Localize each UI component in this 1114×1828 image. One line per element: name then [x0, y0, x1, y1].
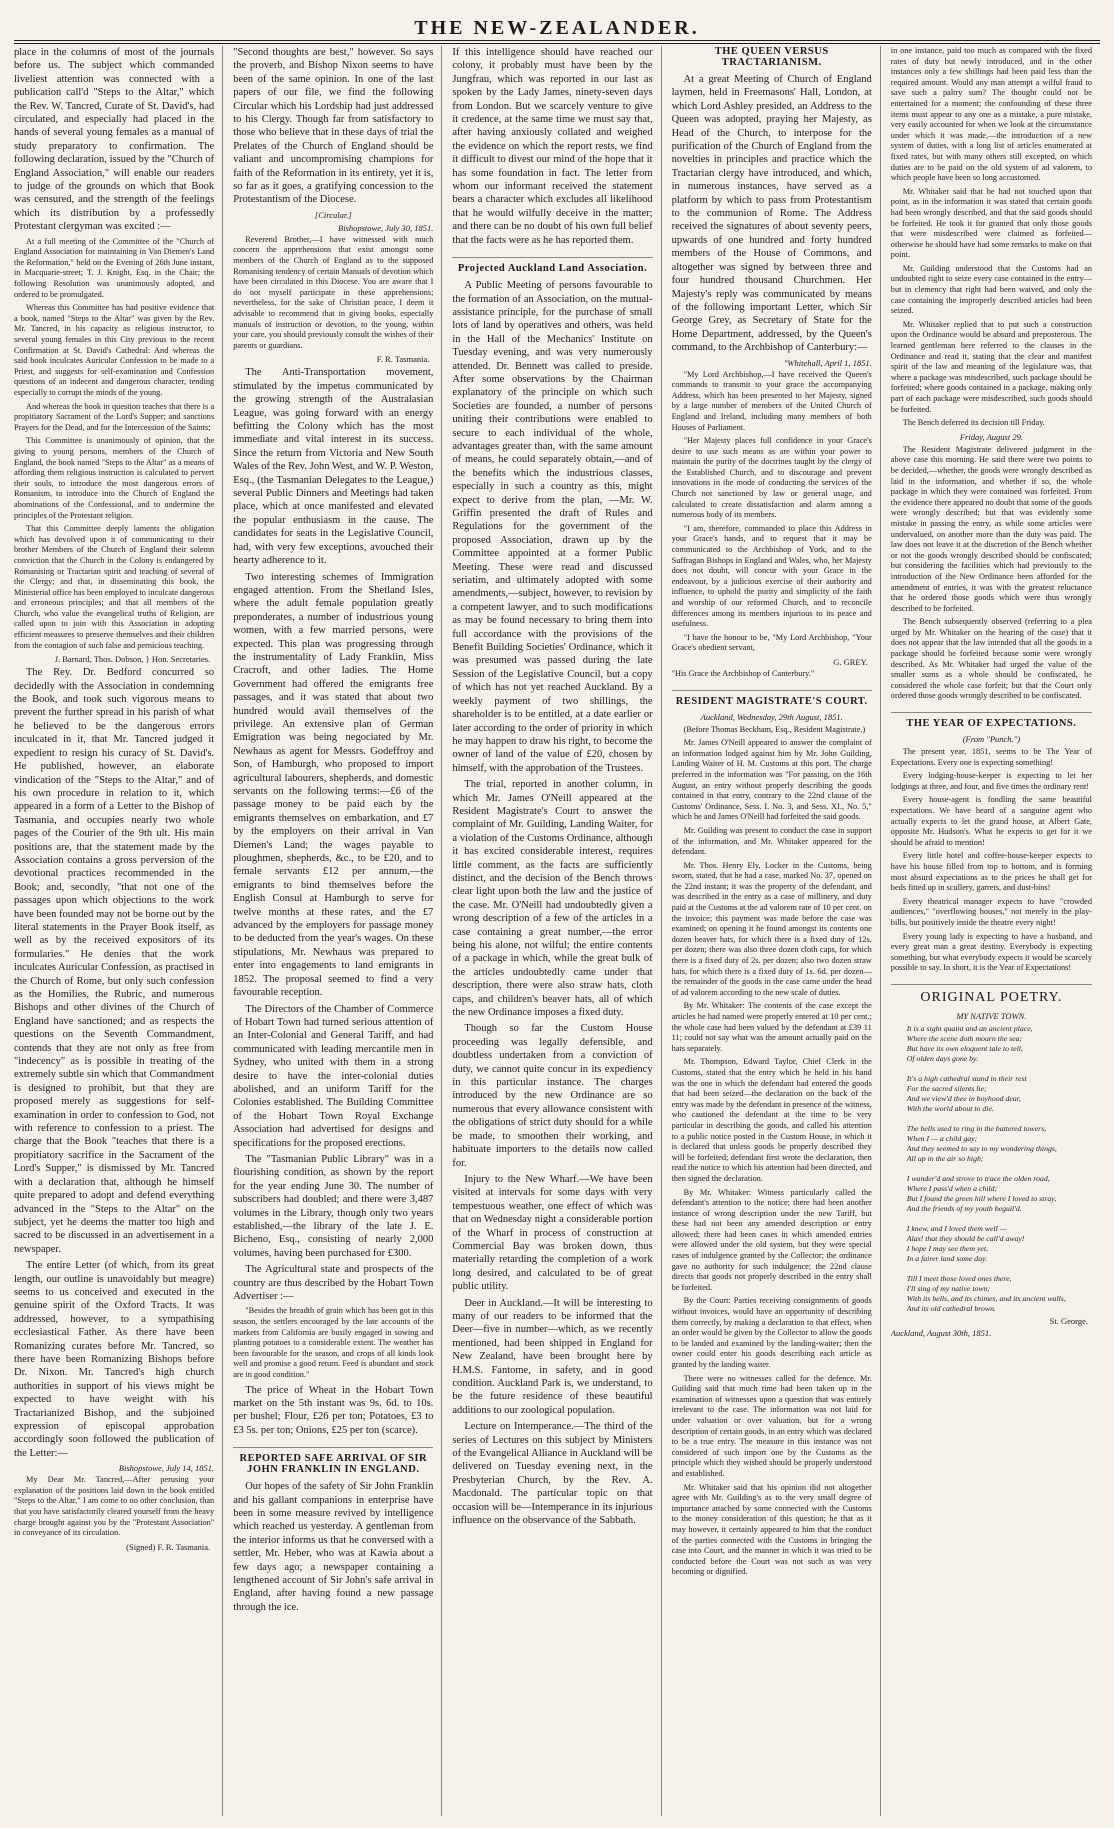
masthead-title: THE NEW-ZEALANDER.: [414, 17, 700, 39]
paragraph: By Mr. Whitaker: Witness particularly called the defendant's attention to the notice; there had been another instance of wrong description under the new Tariff, but these had not been any amended description or entry allowed; there had been cases in which amended entries were allowed under the old system, but they were special cases of indulgence granted by the Collector; the ordinance gave no authority for such indulgence; the 22nd clause directs that goods not properly described in the entry shall be forfeited.: [671, 1187, 872, 1292]
paragraph: "Besides the breadth of grain which has been got in this season, the settlers encouraged by the late accounts of the markets from California are busily engaged in sowing and planting potatoes to a considerable extent. The weather has been favourable for the season, and crops of all kinds look well and promise a good return. Feed is abundant and stock are in good condition.": [233, 1306, 434, 1379]
paragraph: The Directors of the Chamber of Commerce of Hobart Town had turned serious attention of an Inter-Colonial and General Tariff, and had communicated with leading mercantile men in Sydney, who united with them in a strong desire to have the inter-colonial duties abolished, and an uniform Tariff for the Colonies established. The Building Committee of the Hobart Town Royal Exchange Association had advertised for designs and specifications for the proposed erections.: [233, 1003, 434, 1149]
paragraph: Mr. Whitaker replied that to put such a construction upon the Ordinance would be absurd and preposterous. The learned gentleman here referred to the clauses in the Ordinance and read it, stating that the clear and manifest spirit of the law and meaning of the legislature was, that where a package was misdescribed, such package should be forfeited; where goods contained in a package, making only part of each package were misdescribed, such goods should be forfeited.: [890, 319, 1092, 414]
dateline: "Whitehall, April 1, 1851.: [783, 357, 872, 368]
signature: (Signed) F. R. Tasmania.: [126, 1541, 211, 1552]
signature: St. George.: [1049, 1315, 1088, 1326]
circular-label: [Circular.]: [314, 209, 352, 220]
paragraph: Mr. Guilding was present to conduct the case in support of the information, and Mr. Whitaker appeared for the defendant.: [671, 825, 872, 857]
section-heading: ORIGINAL POETRY.: [891, 984, 1092, 1006]
paragraph: Mr. Whitaker said that he had not touched upon that point, as in the information it was stated that certain goods had been wrongly described, and that the said goods should be forfeited. He took it for granted that only those goods that were misdescribed were claimed as forfeited—otherwise he should have had some remarks to make on that point.: [890, 186, 1092, 260]
paragraph: Lecture on Intemperance.—The third of the series of Lectures on this subject by Ministers of the Evangelical Alliance in Auckland will be delivered on Tuesday evening next, in the Presbyterian Church, by the Rev. A. Macdonald. The particular topic on that occasion will be—Intemperance in its injurious influence on the observance of the Sabbath.: [452, 1421, 653, 1527]
paragraph: And whereas the book in question teaches that there is a propitiatory Sacrament of the Lord's Supper; and sanctions Prayers for the Dead, and for the Intercession of the Saints;: [14, 401, 215, 432]
paragraph: This Committee is unanimously of opinion, that the giving to young persons, members of the Church of England, the book named "Steps to the Altar" as a means of affording them religious instruction is calculated to pervert their souls, to introduce the most dangerous errors of Romanism, to introduce into the Church of England the abominations of the Confessional, and to undermine the principles of the Protestant religion.: [14, 436, 215, 520]
paragraph: The Resident Magistrate delivered judgment in the above case this morning. He said there were two points to be decided,—whether, the goods were wrongly described as laid in the information, and whether if so, the whole package in which they were contained was forfeited. From the evidence there appeared no doubt that some of the goods were wrongly described; but that was evidently some mistake in passing the entry, as while some articles were undervalued, on another more than the duty was paid. The law does not leave it at the discretion of the Bench whether or not the goods wrongly described should be confiscated; but considering the facilities which had previously to the introduction of the New Ordinance been afforded for the amendment of entries, it was with the greatest reluctance that he ordered those goods which were thus wrongly described to be forfeited.: [890, 444, 1092, 613]
paragraph: If this intelligence should have reached our colony, it probably must have been by the Jungfrau, which was reported in our last as spoken by the Lady James, ninety-seven days from London. But we scarcely venture to give it credence, at the same time we must say that, after having anxiously collated and weighed the evidence on which the report rests, we find it difficult to divest our mind of the hope that it has some foundation in fact. The letter from whom our informant received the statement bears a character which excludes all likelihood that he would wilfully deceive in the matter; and there can be no doubt of his own full belief that the facts were as he has reported them.: [452, 47, 653, 246]
paragraph: place in the columns of most of the journals before us. The subject which commanded liveliest attention was connected with a publication call'd "Steps to the Altar," which the Rev. W. Tancred, Curate of St. David's, had circulated, and especially had placed in the hands of several young females as a manual of study preparatory to confirmation. The following declaration, issued by the "Church of England Association," will enable our readers to judge of the grounds on which that Book was censured, and the strength of the feelings which its distribution by a professedly Protestant clergyman was excited :—: [14, 47, 215, 233]
column-2: [233, 46, 442, 1816]
paragraph: That this Committee deeply laments the obligation which has devolved upon it of communicating to their brother Members of the Church of England their solemn conviction that the Church in the Colony is endangered by Romanising or Tractarian spirit and teaching of several of the Clergy; and that, in disseminating this book, the Ministerial office has been employed to inculcate dangerous and erroneous principles; and that all members of the Church, who value the evangelical truths of Religion, are called upon to join with this Association in adopting efficient measures to preserve themselves and their children from the contagion of such false and pernicious teaching.: [14, 524, 215, 650]
poem-title: MY NATIVE TOWN.: [956, 1010, 1027, 1021]
paragraph: There were no witnesses called for the defence. Mr. Guilding said that much time had been taken up in the examination of witnesses upon a question that was entirely irrelevant to the case. The information was not laid for under valuation or over valuation, but for a wrong description of certain goods, in an entry which was declared to be a true entry. The measure in this instance was not considered of such import one by the Customs as the principle which they wished should be properly understood and established.: [671, 1373, 872, 1478]
dateline: Auckland, Wednesday, 29th August, 1851.: [700, 711, 843, 722]
paragraph: The price of Wheat in the Hobart Town market on the 5th instant was 9s. 6d. to 10s. per bushel; Flour, £26 per ton; Potatoes, £3 to £3 5s. per ton; Onions, £25 per ton (scarce).: [233, 1384, 434, 1436]
columns: [14, 46, 1100, 1816]
section-heading: RESIDENT MAGISTRATE'S COURT.: [672, 690, 872, 707]
signature: J. Barnard, Thos. Dobson, } Hon. Secretaries.: [54, 654, 211, 665]
masthead-rule: [14, 43, 1100, 44]
section-heading: REPORTED SAFE ARRIVAL OF SIR JOHN FRANKLIN IN ENGLAND.: [233, 1447, 433, 1475]
paragraph: The "Tasmanian Public Library" was in a flourishing condition, as shown by the report for the year ending June 30. The number of subscribers had doubled; and there were 3,487 volumes in the Library, though only two years established,—the library of the late J. E. Bicheno, Esq., consisting of nearly 2,000 volumes, having been purchased for £300.: [233, 1153, 434, 1259]
paragraph: Though so far the Custom House proceeding was legally defensible, and doubtless undertaken from a conviction of duty, we cannot quite concur in its expediency in this particular instance. The charges introduced by the new Ordinance are so numerous that every allowance consistent with the obligations of strict duty should for a while be made, to smoothen their working, and habituate importers to the details now called for.: [452, 1023, 653, 1169]
paragraph: A Public Meeting of persons favourable to the formation of an Association, on the mutual-assistance principle, for the purchase of small lots of land by operatives and others, was held in the Hall of the Mechanics' Institute on Tuesday evening, and was very numerously attended. Dr. Bennett was called to preside. After some observations by the Chairman explanatory of the principle on which such Societies are founded, a number of persons uniting their contributions were enabled to secure to each individual of the whole, advantages greater than, with the same amount of means, he could separately obtain,—and of the benefits which the industrious classes, especially in such a country as this, might expect to derive from the plan, —Mr. W. Griffin presented the draft of Rules and Regulations for the government of the proposed Association, drawn up by the Committee appointed at a former Public Meeting. These were read and discussed seriatim, and ultimately adopted with some amendments,—subject, however, to revision by a competent lawyer, and to such modifications as may be found necessary to bring them into full accordance with the provisions of the Benefit Building Societies' Ordinance, which it was presumed was passed during the late Session of the Legislative Council, but a copy of which has not yet reached Auckland. By a weekly payment of two shillings, the shareholder is to be entitled, at a date earlier or later according to the order of priority in which he may happen to draw his right, to become the owner of land of the value of £20, chosen by himself, with the approbation of the Trustees.: [452, 280, 653, 774]
paragraph: Every little hotel and coffee-house-keeper expects to have his house filled from top to bottom, and is forming most absurd expectations as to the prices he shall get for beds fitted up in scullery, garrets, and dust-bins!: [890, 851, 1092, 893]
paragraph: Two interesting schemes of Immigration engaged attention. From the Shetland Isles, where the adult female population greatly preponderates, a number of industrious young women, with a few married persons, were expected. This plan was progressing through the instrumentality of Lady Franklin, Miss Cracroft, and other ladies. The Home Government had offered the emigrants free passages, and it was stated that about two hundred would avail themselves of the privilege. An extensive plan of German Emigration was being negociated by Mr. Newhaus as agent for Messrs. Godeffroy and Son, of Hamburgh, who proposed to import agricultural labourers, shepherds, and domestic servants on the following terms:—£6 of the passage money to be paid each by the emigrants themselves on embarkation, and £7 by the employers on their arrival in Van Diemen's Land; the wages payable to ploughmen, shepherds, &c., to be £20, and to female servants £12 per annum,—the emigrants to bind themselves before the English Consul at Hamburgh to serve for twelve months at these rates, and the £7 advanced by the employers for passage money to be deducted from the year's wages. On these stipulations, Mr. Newhaus was prepared to enter into engagements to land emigrants in 1852. The proposal seemed to find a very favourable reception.: [233, 571, 434, 999]
paragraph: Every theatrical manager expects to have "crowded audiences," "overflowing houses," not merely in the play-bills, but positively inside the theatre every night!: [890, 896, 1092, 927]
dateline: Bishopstowe, July 30, 1851.: [338, 222, 434, 233]
paragraph: The Agricultural state and prospects of the country are thus described by the Hobart Town Advertiser :—: [233, 1264, 434, 1303]
paragraph: The Rey. Dr. Bedford concurred so decidedly with the Association in condemning the Book, and took such vigorous means to prevent the further spread in his parish of what he believed to be the dangerous errors inculcated in it, that Mr. Tancred judged it expedient to resign his curacy of St. David's. He published, however, an elaborate vindication of the "Steps to the Altar," and of his own procedure in relation to it, which appeared in a form of a Letter to the Bishop of Tasmania, and occupies nearly two whole pages of the Courier of the 9th ult. His main positions are, that the statement made by the Association contains a gross perversion of the devotional practices recommended in the Book; and, secondly, "that not one of the passages upon which objections to the work have been founded may not be borne out by the literal statements in the Prayer Book itself, as well as by the received expositors of its formularies." He denies that the work inculcates Auricular Confession, as practised in the Church of Rome, but only such confession as the Homilies, the Rubric, and numerous Bishops and other divines of the Church of England have sanctioned; and as respects the questions on the Seventh Commandment, contends that they are not only as free from "indecency" as is possible in treating of the extremely subtle sin which that Commandment is designed to prohibit, but that they are proposed merely as suggestions for self-examination in order to confession to God, not with reference to confession to a priest. The charge that the Book "teaches that there is a propitiatory sacrifice in the Sacrament of the Lord's Supper," is dismissed by Mr. Tancred with a declaration that, although he himself quite prepared to adopt and defend everything advanced in the "Steps to the Altar" on the subject, yet he deems the matter too high and sacred to be discussed in an advertisement in a newspaper.: [14, 667, 215, 1255]
paragraph: The entire Letter (of which, from its great length, our outline is unavoidably but meagre) seems to us conceived and executed in the genuine spirit of the Oxford Tracts. It was addressed, however, to a sympathising ecclesiastical Father. As there have been Romanizing curates before Mr. Tancred, so there have been Romanizing Bishops before Dr. Nixon. Mr. Tancred's high church authorities in support of his views might be expected to have weight with his Tractarianized Bishop, and the subjoined expression of episcopal approbation accordingly soon followed the publication of the Letter:—: [14, 1260, 215, 1459]
paragraph: Every house-agent is fondling the same beautiful expectations. We have heard of a sanguine agent who actually expects to let the grand house, at Albert Gate, opposite Mr. Hudson's. What he expects to get for it we should be afraid to mention!: [890, 795, 1092, 847]
paragraph: By Mr. Whitaker: The contents of the case except the articles he had named were properly entered at 10 per cent.; the whole case had been valued by the defendant at £39 11 11; could not say what was the amount actually paid on the hats separately.: [671, 1001, 872, 1053]
paragraph: Every young lady is expecting to have a husband, and every great man a great destiny. Everybody is expecting something, but what everybody expects it would be scarcely possible to say. In short, it is the Year of Expectations!: [890, 931, 1092, 973]
dateline: Auckland, August 30th, 1851.: [890, 1327, 992, 1338]
paragraph: At a full meeting of the Committee of the "Church of England Association for maintaining in Van Diemen's Land the Reformation," held on the Evening of 26th June instant, in Macquarie-street; T. J. Knight, Esq. in the Chair; the following Resolution was unanimously adopted, and ordered to be promulgated.: [14, 236, 215, 299]
paragraph: "My Lord Archbishop,—I have received the Queen's commands to transmit to your grace the accompanying Address, which has been presented to her Majesty, signed by a large number of members of the United Church of England and Ireland, including many members of both Houses of Parliament.: [671, 369, 872, 432]
column-5: [891, 46, 1100, 1816]
column-4: [672, 46, 881, 1816]
paragraph: "I have the honour to be, "My Lord Archbishop, "Your Grace's obedient servant,: [671, 632, 872, 653]
section-heading: THE QUEEN VERSUS TRACTARIANISM.: [714, 46, 829, 68]
column-1: [14, 46, 223, 1816]
signature: G. GREY.: [833, 656, 868, 667]
paragraph: (Before Thomas Beckham, Esq., Resident Magistrate.): [683, 724, 866, 734]
paragraph: Deer in Auckland.—It will be interesting to many of our readers to be informed that the Deer—five in number—which, as we recently mentioned, had been shipped in England for New Zealand, have been brought here by H.M.S. Fantome, in safety, and in good condition. Auckland Park is, we understand, to be the future residence of these beautiful additions to our zoological population.: [452, 1297, 653, 1416]
section-heading: Projected Auckland Land Association.: [452, 257, 652, 274]
paragraph: By the Court: Parties receiving consignments of goods without invoices, would have an opportunity of describing them correctly, by making a declaration to that effect, when an order would be given by the Collector to allow the goods to be landed and examined by the landing-waiter; then the owner could enter his goods describing each article as granted by the landing waiter.: [671, 1296, 872, 1369]
masthead: [14, 14, 1100, 42]
paragraph: The trial, reported in another column, in which Mr. James O'Neill appeared at the Resident Magistrate's Court to answer the complaint of Mr. Guilding, Landing Waiter, for a violation of the Customs Ordinance, although it has excited considerable interest, requires little comment, as the facts are sufficiently distinct, and the decision of the Bench throws clear light upon both the law and the justice of the case. Mr. O'Neill had undoubtedly given a wrong description of a few of the articles in a case containing a great number,—the error being his alone, not wilful; the entire contents of a package in which, while the great bulk of the articles undoubtedly came under that description, there were also straw hats, cloth caps, and children's beaver hats, all of which the new Ordinance imposes a fixed duty.: [452, 779, 653, 1019]
paragraph: The Anti-Transportation movement, stimulated by the impetus communicated by the growing strength of the Australasian League, was going forward with an energy befitting the Colony which has the most immediate and vital interest in its success. Since the return from Victoria and New South Wales of the Rev. John West, and W. P. Weston, Esq., (the Tasmanian Delegates to the League,) several Public Dinners and Meetings had taken place, which at once manifested and elevated the popular enthusiasm in the cause. The candidates for seats in the Legislative Council, had, with very few exceptions, avouched their hearty adherence to it.: [233, 367, 434, 567]
paragraph: Reverend Brother,—I have witnessed with much concern the apprehensions that exist amongst some members of the Church of England as to the supposed Romanising tendency of certain Manuals of devotion which have been circulated in this Diocese. You are aware that I do not myself participate in these apprehensions; nevertheless, for the sake of Christian peace, I deem it advisable to recommend that in giving books, especially manuals of instruction or devotion, to the young, within your care, you should previously consult the wishes of their parents or guardians.: [233, 234, 434, 350]
paragraph: Mr. Thos. Henry Ely, Locker in the Customs, being sworn, stated, that he had a case, marked No. 37, opened on the 22nd instant; it was the property of the defendant, and was described in the entry as a case of millinery, and duty paid at the Customs at the ad valorem rate of 10 per cent. on the invoice; this payment was made before the case was examined; on opening it he found amongst its contents one dozen beaver hats, for which there is a fixed duty of 12s. per dozen; there was also three dozen cloth caps, for which there is a fixed duty of 2s. per dozen; also two dozen straw hats, for which there is a fixed duty of 1s. 6d. per dozen—the remainder of the goods in the case came under the head of ad valorem according to the new scale of duties.: [671, 860, 872, 997]
poem: It is a sight quaint and an ancient place, Where the scene doth mourn the sea; But have its own eloquent tale to tell, Of olden days gone by. It's a high cathedral stand in their rest For the sacred silents lie; And we view'd thee in boyhood dear, With the world about to die. The bells used to ring in the battered towers, When I — a child gay; And they seemed to say to my wondering things, All up in the air so high; I wander'd and strove to trace the olden road, Where I pass'd when a child; But I found the green hill where I loved to stray, And the friends of my youth beguil'd. I knew, and I loved them well — Alas! that they should be call'd away! I hope I may see them yet, In a fairer land some day. Till I meet those loved ones there, I'll sing of my native town; With its bells, and its chimes, and its ancient walls, And its old cathedral brown.: [906, 1023, 1066, 1313]
paragraph: Injury to the New Wharf.—We have been visited at intervals for some days with very tempestuous weather, one effect of which was that on Wednesday night a considerable portion of the Wharf in process of construction at Commercial Bay was broken down, thus materially retarding the completion of a work long desired, and calculated to be of great public utility.: [452, 1173, 653, 1293]
paragraph: Mr. Guilding understood that the Customs had an undoubted right to seize every case contained in the entry—but in clemency that right had been waived, and only the case containing the improperly described articles had been seized.: [890, 263, 1092, 316]
paragraph: My Dear Mr. Tancred,—After perusing your explanation of the positions laid down in the book entitled "Steps to the Altar," I am come to no other conclusion, than that you have satisfactorily cleared yourself from the heavy charge brought against you by the "Protestant Association" in conveyance of its circulation.: [14, 1475, 215, 1538]
dateline: Bishopstowe, July 14, 1851.: [118, 1463, 215, 1474]
paragraph: Whereas this Committee has had positive evidence that a book, named "Steps to the Altar" was given by the Rev. Mr. Tancred, in his capacity as religious instructor, to several young females in this City previous to the recent Confirmation at St. David's Cathedral: And whereas the said book inculcates Auricular Confession to be made to a Priest, and suggests for self-examination and Confession questions of an indecent and dangerous character, tending especially to corrupt the minds of the young.: [14, 303, 215, 397]
column-3: [452, 46, 661, 1816]
paragraph: "Her Majesty places full confidence in your Grace's desire to use such means as are within your power to maintain the purity of the doctrines taught by the clergy of the Established Church, and to discourage and prevent innovations in the mode of conducting the services of the Church not sanctioned by law or general usage, and calculated to create dissatisfaction and alarm among a numerous body of its members.: [671, 436, 872, 520]
paragraph: in one instance, paid too much as compared with the fixed rates of duty but newly introduced, and in the other instances only a few shillings had been paid less than the required amount. Would any man attempt a wilful fraud to save such a paltry sum? The thought could not be entertained for a moment; the confounding of these three items must appear to any one as a mistake, a pure mistake, very easily accounted for when we look at the circumstance under which it was made,—the introduction of a new system of duties, with a long list of articles enumerated at fixed rates, but with many others still excepted, on which duties are to be paid on the old system of ad valorem, to which people have been so long accustomed.: [890, 46, 1092, 183]
paragraph: Mr. James O'Neill appeared to answer the complaint of an information lodged against him by Mr. John Guilding, Landing Waiter of H. M. Customs at this port. The charge preferred in the information was "For passing, on the 16th August, an entry without properly describing the goods contained in that entry, contrary to the 22nd clause of the Customs' Ordinance, Sess. I. No. 3, and Sess. XI., No. 5," which he and James O'Neill had forfeited the said goods.: [671, 738, 872, 822]
subheading: (From "Punch."): [962, 734, 1021, 745]
dateline: Friday, August 29.: [959, 431, 1023, 442]
paragraph: The present year, 1851, seems to be The Year of Expectations. Every one is expecting something!: [890, 747, 1092, 767]
paragraph: Mr. Whitaker said that his opinion did not altogether agree with Mr. Guilding's as to the very small degree of importance attached by some connected with the Customs to the money consideration of this question; he that as it may however, it certainly appeared to him that the conduct of the parties connected with the Customs in bringing the case into Court, and the manner in which it was tried to be conducted before the Court was not such as was very becoming or dignified.: [671, 1482, 872, 1577]
masthead-rule: [14, 40, 1100, 41]
paragraph: The Bench deferred its decision till Friday.: [902, 418, 1045, 428]
section-heading: THE YEAR OF EXPECTATIONS.: [891, 712, 1092, 729]
paragraph: At a great Meeting of Church of England laymen, held in Freemasons' Hall, London, at which Lord Ashley presided, an Address to the Queen was adopted, praying her Majesty, as Head of the Church, to interpose for the purification of the Church of England from the novelties in principles and practice which the Tractarian clergy have introduced, and which, in numerous instances, have served as a platform by which to pass from Protestantism to the communion of Rome. The Address received the signatures of about seventy peers, upwards of one hundred and forty hundred members of the House of Commons, and altogether was signed by between three and four hundred thousand Churchmen. Her Majesty's reply was communicated by means of the following important Letter, which Sir George Grey, as Secretary of State for the Home Department, addressed, by the Queen's command, to the Archbishop of Canterbury:—: [671, 74, 872, 354]
paragraph: "His Grace the Archbishop of Canterbury.": [671, 668, 815, 678]
signature: F. R. Tasmania.: [376, 354, 430, 365]
paragraph: Mr. Thompson, Edward Taylor, Chief Clerk in the Customs, stated that the entry which he held in his hand was the one in which the defendant had entered the goods that had been seized—the declaration on the back of the entry was made by the defendant in presence of the witness, who cautioned the defendant at the time to be very particular in describing the goods, and called his attention to a public notice posted in the Custom House, in which it is declared that unless goods be properly described they will be forfeited; defendant first wrote the declaration, then read the notice to which his attention had been directed, and then signed the declaration.: [671, 1057, 872, 1183]
paragraph: "Second thoughts are best," however. So says the proverb, and Bishop Nixon seems to have been of the same opinion. In one of the last papers of our file, we find the following Circular which his Lordship had just addressed to his Clergy. Though far from satisfactory to those who believe that in these days of trial the Prelates of the Church of England should be valiant and uncompromising champions for faith of the Reformation in its entirety, yet it is, so far as it goes, a gratifying concession to the Protestantism of the Diocese.: [233, 47, 434, 206]
paragraph: The Bench subsequently observed (referring to a plea urged by Mr. Whitaker on the hearing of the case) that it does not appear that the law intended that all the goods in a package should be forfeited because some were wrongly described. As Mr. Whitaker had urged the value of the smaller sums as a whole should be confiscated, he considered the whole case forfeit; but that the Court only ordered those goods wrongly described to be confiscated.: [890, 617, 1092, 701]
paragraph: Our hopes of the safety of Sir John Franklin and his gallant companions in enterprise have been in some measure revived by intelligence which reached us yesterday. A gentleman from the interior informs us that he conversed with a settler, Mr. Heber, who was at Kawia about a few days ago; a newspaper containing a lengthened account of Sir John's safe arrival in England, after having found a new passage through the ice.: [233, 1481, 434, 1613]
paragraph: Every lodging-house-keeper is expecting to let her lodgings at three, and four, and five times the ordinary rent!: [890, 771, 1092, 791]
paragraph: "I am, therefore, commanded to place this Address in your Grace's hands, and to request that it may be communicated to the Archbishop of York, and to the Suffragan Bishops in England and Wales, who, her Majesty does not doubt, will concur with your Grace in the endeavour, by a judicious exercise of their authority and influence, to uphold the purity and simplicity of the faith and worship of our reformed Church, and to reconcile differences among its members injurious to its peace and usefulness.: [671, 523, 872, 629]
